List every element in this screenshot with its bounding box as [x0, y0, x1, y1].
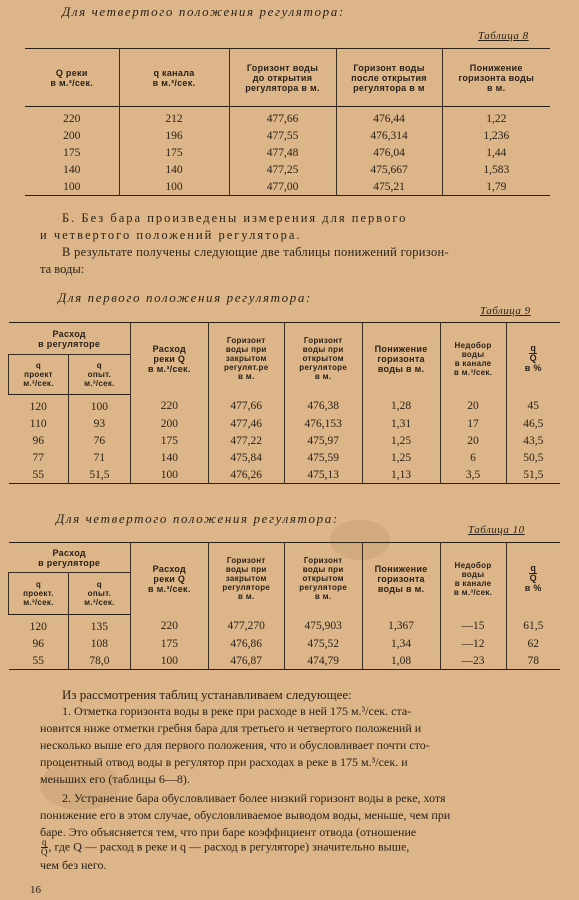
col-level-closed: Горизонт воды при закрытом регуляторе в м.	[208, 543, 284, 615]
col-q-project: q проект. м.³/сек.	[9, 573, 69, 615]
table-row: 140 140 477,25 475,667 1,583	[25, 161, 550, 178]
col-q-experiment: q опыт. м.³/сек.	[68, 355, 130, 395]
col-ratio: $\frac{q}{Q}$ в %	[506, 543, 560, 615]
table-row: 175 175 477,48 476,04 1,44	[25, 144, 550, 161]
table-10	[8, 542, 560, 670]
body-line-1: Из рассмотрения таблиц устанавливаем следующее:	[62, 687, 352, 702]
col-shortfall: Недобор воды в канале в м.³/сек.	[440, 543, 506, 615]
col-river-flow: Расход реки Q в м.³/сек.	[130, 323, 208, 395]
table8-label: Таблица 8	[478, 30, 529, 42]
body-line-3: новится ниже отметки гребня бара для третьего и четвертого положений и	[40, 721, 422, 735]
table-row: 55 51,5 100 476,26 475,13 1,13 3,5 51,5	[9, 466, 561, 484]
col-q-project: q проект м.³/сек.	[9, 355, 69, 395]
table-row: 55 78,0 100 476,87 474,79 1,08 —23 78	[9, 652, 561, 670]
table-row: 110 93 200 477,46 476,153 1,31 17 46,5	[9, 415, 561, 432]
body-line-2: 1. Отметка горизонта воды в реке при расходе в ней 175 м.³/сек. ста-	[62, 704, 412, 718]
col-decrease: Понижение горизонта воды в м.	[442, 49, 550, 107]
caption-table8: Для четвертого положения регулятора:	[62, 4, 345, 19]
page-number: 16	[30, 884, 41, 896]
body-line-9: баре. Это объясняется тем, что при баре коэффициент отвода (отношение	[40, 825, 417, 839]
body-line-11: чем без него.	[40, 858, 107, 872]
col-level-before: Горизонт воды до открытия регулятора в м.	[229, 49, 336, 107]
caption-table10: Для четвертого положения регулятора:	[56, 511, 339, 526]
table-row: 220 212 477,66 476,44 1,22	[25, 107, 550, 128]
table-row: 200 196 477,55 476,314 1,236	[25, 127, 550, 144]
table-row: 96 108 175 476,86 475,52 1,34 —12 62	[9, 635, 561, 652]
text-b-line1: Б. Без бара произведены измерения для первого	[62, 211, 408, 225]
col-river-flow: Расход реки Q в м.³/сек.	[130, 543, 208, 615]
col-level-after: Горизонт воды после открытия регулятора в м	[336, 49, 442, 107]
table-row: 120 100 220 477,66 476,38 1,28 20 45	[9, 395, 561, 416]
table-row: 120 135 220 477,270 475,903 1,367 —15 61,5	[9, 615, 561, 636]
col-decrease: Понижение горизонта воды в м.	[362, 323, 440, 395]
col-q-river: Q реки в м.³/сек.	[25, 49, 119, 107]
text-b-line4: та воды:	[40, 262, 85, 276]
col-q-experiment: q опыт. м.³/сек.	[68, 573, 130, 615]
body-line-5: процентный отвод воды в регулятор при расходах в реке в 175 м.³/сек. и	[40, 755, 408, 769]
table10-label: Таблица 10	[468, 524, 525, 536]
table-row: 96 76 175 477,22 475,97 1,25 20 43,5	[9, 432, 561, 449]
body-line-4: несколько выше его для первого положения, что и обусловливает почти сто-	[40, 738, 430, 752]
table-row: 100 100 477,00 475,21 1,79	[25, 178, 550, 196]
caption-table9: Для первого положения регулятора:	[58, 290, 312, 305]
body-line-8: понижение его в этом случае, обусловливаемое выводом воды, меньше, чем при	[40, 808, 451, 822]
table-9	[8, 322, 560, 484]
table-8	[25, 48, 550, 196]
col-q-canal: q канала в м.³/сек.	[119, 49, 229, 107]
body-line-6: меньших его (таблицы 6—8).	[40, 772, 190, 786]
col-ratio: $\frac{q}{Q}$ в %	[506, 323, 560, 395]
col-group-regulator-flow: Расход в регуляторе	[38, 547, 101, 568]
table9-label: Таблица 9	[480, 305, 531, 317]
col-level-open: Горизонт воды при открытом регуляторе в м.	[284, 543, 362, 615]
col-level-open: Горизонт воды при открытом регуляторе в м.	[284, 323, 362, 395]
text-b-line3: В результате получены следующие две таблицы понижений горизон-	[62, 245, 449, 259]
body-line-10: $\frac{q}{Q}$ , где Q — расход в реке и q — расход в регуляторе) значительно выше,	[41, 837, 410, 857]
col-shortfall: Недобор воды в канале в м.³/сек.	[440, 323, 506, 395]
col-decrease: Понижение горизонта воды в м.	[362, 543, 440, 615]
col-group-regulator-flow: Расход в регуляторе	[38, 328, 101, 349]
body-line-7: 2. Устранение бара обусловливает более низкий горизонт воды в реке, хотя	[62, 791, 446, 805]
table-row: 77 71 140 475,84 475,59 1,25 6 50,5	[9, 449, 561, 466]
text-b-line2: и четвертого положений регулятора.	[40, 228, 302, 242]
col-level-closed: Горизонт воды при закрытом регулят.ре в м.	[208, 323, 284, 395]
